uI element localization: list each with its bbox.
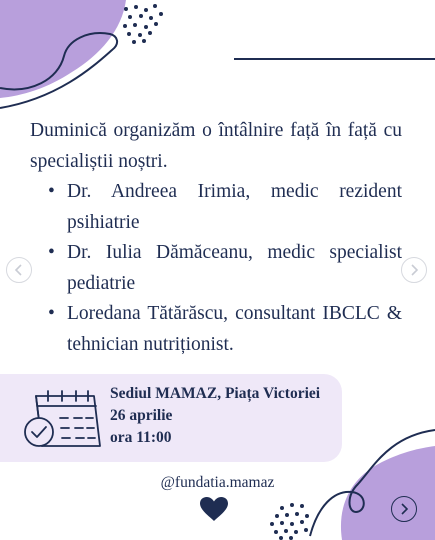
divider-line <box>234 58 435 60</box>
chevron-left-icon <box>14 264 24 276</box>
calendar-check-icon <box>22 388 102 450</box>
prev-slide-button[interactable] <box>6 257 32 283</box>
next-slide-button-top[interactable] <box>401 257 427 283</box>
chevron-right-icon <box>399 503 409 515</box>
intro-text: Duminică organizăm o întâlnire față în față cu specialiștii noștri. <box>30 120 402 172</box>
list-item: • Dr. Andreea Irimia, medic rezident psihiatrie <box>30 177 402 238</box>
heart-icon <box>199 496 229 522</box>
next-slide-button[interactable] <box>391 496 417 522</box>
event-location: Sediul MAMAZ, Piața Victoriei <box>110 385 321 402</box>
top-left-decoration <box>0 0 175 115</box>
list-item: • Dr. Iulia Dămăceanu, medic specialist pediatrie <box>30 238 402 299</box>
bottom-right-decoration <box>262 426 435 540</box>
list-item: • Loredana Tătărăscu, consultant IBCLC & tehnician nutriționist. <box>30 299 402 360</box>
social-handle: @fundatia.mamaz <box>160 474 275 491</box>
speaker-list <box>30 177 402 360</box>
announcement-text <box>30 116 402 360</box>
chevron-right-icon <box>409 264 419 276</box>
event-date: 26 aprilie <box>110 407 173 424</box>
event-time: ora 11:00 <box>110 429 172 446</box>
